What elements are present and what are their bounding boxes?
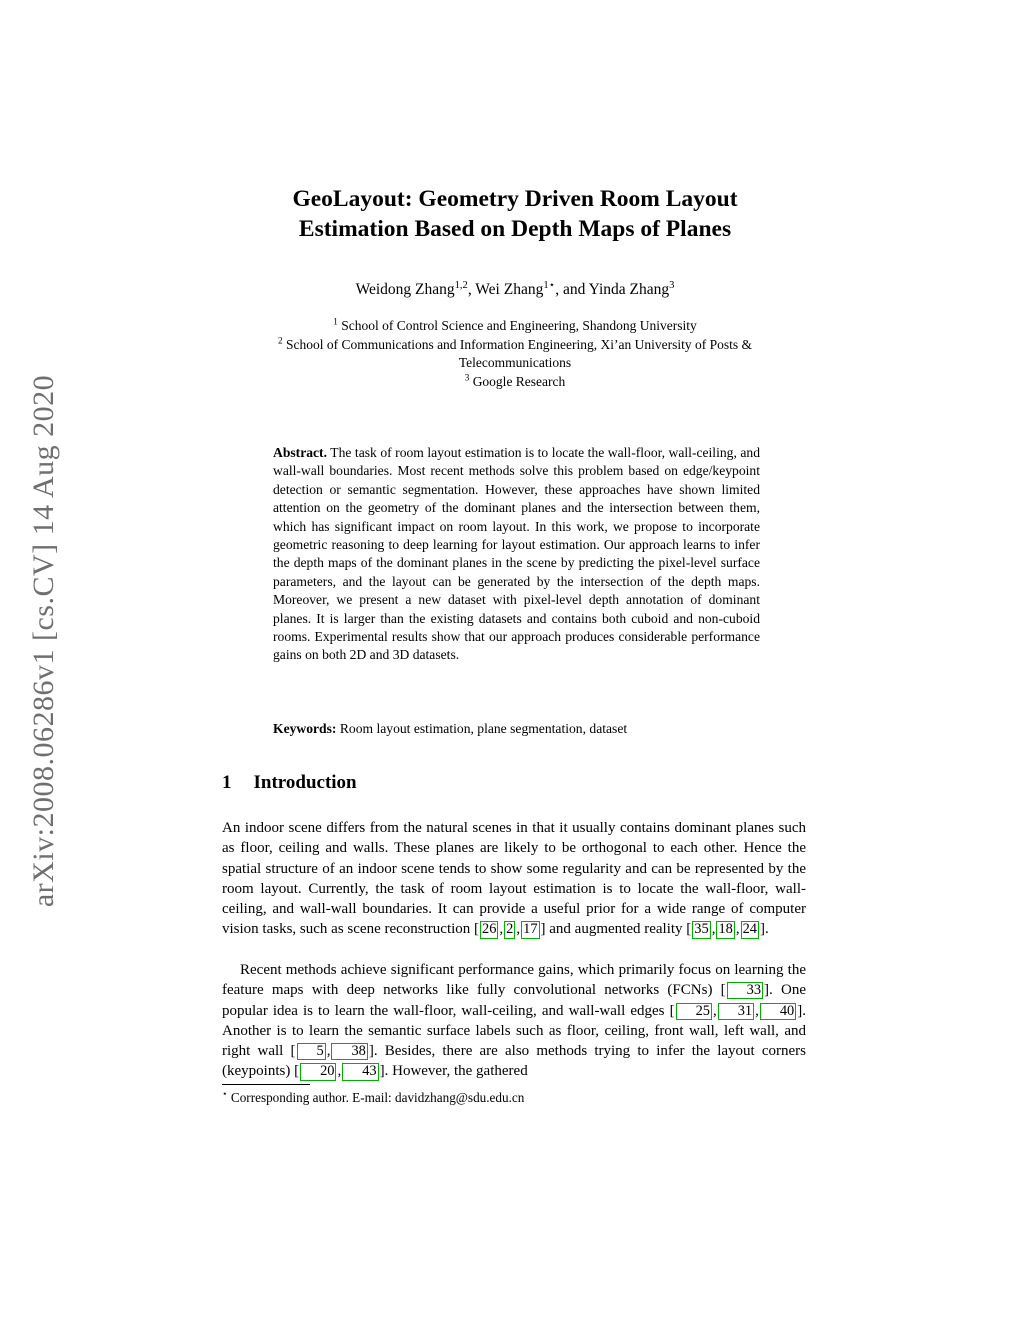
affiliation-3: $^3$ Google Research bbox=[464, 372, 566, 389]
title-line-1: GeoLayout: Geometry Driven Room Layout bbox=[292, 186, 738, 212]
citation-ref[interactable]: 35 bbox=[694, 921, 709, 938]
arxiv-watermark: arXiv:2008.06286v1 [cs.CV] 14 Aug 2020 bbox=[27, 374, 60, 908]
abstract-label: Abstract. bbox=[273, 445, 327, 460]
affiliation-2: $^2$ School of Communications and Information Engineering, Xi’an University of Posts & Telecommunications bbox=[277, 335, 753, 370]
footnote-rule bbox=[222, 1084, 310, 1085]
abstract-text: The task of room layout estimation is to locate the wall-floor, wall-ceiling, and wall-wall boundaries. Most recent methods solve this problem based on edge/keypoint detection or semantic segmentation. However, these approaches have shown limited attention on the geometry of the dominant planes and the intersection between them, which has significant impact on room layout. In this work, we propose to incorporate geometric reasoning to deep learning for layout estimation. Our approach learns to infer the depth maps of the dominant planes in the scene by predicting the pixel-level surface parameters, and the layout can be generated by the intersection of the depth maps. Moreover, we present a new dataset with pixel-level depth annotation of dominant planes. It is larger than the existing datasets and contains both cuboid and non-cuboid rooms. Experimental results show that our approach produces considerable performance gains on both 2D and 3D datasets. bbox=[273, 445, 761, 663]
authors-line: Weidong Zhang$^{1,2}$, Wei Zhang$^{1⋆}$, and Yinda Zhang$^3$ bbox=[355, 279, 675, 298]
superscript: 1 bbox=[333, 316, 338, 327]
citation-ref[interactable]: 33 bbox=[727, 982, 763, 999]
keywords-line bbox=[273, 721, 760, 737]
citation-ref[interactable]: 40 bbox=[760, 1003, 796, 1020]
citation-ref[interactable]: 38 bbox=[331, 1043, 367, 1060]
intro-paragraph-1: An indoor scene differs from the natural scenes in that it usually contains dominant planes such as floor, ceiling and walls. These planes are likely to be orthogonal to each other. Hence the spatial structure of an indoor scene tends to show some regularity and can be represented by the room layout. Currently, the task of room layout estimation is to locate the wall-floor, wall-ceiling, and wall-wall boundaries. It can provide a useful prior for a wide range of computer vision tasks, such as scene reconstruction [ 26 , 2 , 17 ] and augmented reality [ 35 , 18 , 24 ]. bbox=[222, 820, 806, 938]
footnote-text: ⋆ Corresponding author. E-mail: davidzhang@sdu.edu.cn bbox=[222, 1088, 525, 1105]
affiliations bbox=[222, 317, 808, 391]
keywords-text: Room layout estimation, plane segmentation, dataset bbox=[339, 721, 628, 736]
citation-ref[interactable]: 2 bbox=[506, 921, 514, 938]
citation-ref[interactable]: 18 bbox=[718, 921, 733, 938]
citation-ref[interactable]: 25 bbox=[676, 1003, 712, 1020]
superscript: ⋆ bbox=[222, 1088, 228, 1099]
intro-paragraph-2: Recent methods achieve significant performance gains, which primarily focus on learning the feature maps with deep networks like fully convolutional networks (FCNs) [ 33 ]. One popular idea is to learn the wall-floor, wall-ceiling, and wall-wall edges [ 25 , 31 , 40 ]. Another is to learn the semantic surface labels such as floor, ceiling, front wall, left wall, and right wall [ 5 , 38 ]. Besides, there are also methods trying to infer the layout corners (keypoints) [ 20 , 43 ]. However, the gathered bbox=[222, 962, 807, 1080]
keywords-label: Keywords: bbox=[273, 721, 337, 736]
citation-ref[interactable]: 26 bbox=[482, 921, 497, 938]
superscript: 1,2 bbox=[454, 279, 468, 291]
superscript: 2 bbox=[277, 335, 283, 345]
citation-ref[interactable]: 20 bbox=[300, 1063, 336, 1080]
section-number: 1 bbox=[222, 772, 232, 793]
superscript: 3 bbox=[669, 279, 675, 291]
superscript: 3 bbox=[464, 372, 470, 382]
title-line-2: Estimation Based on Depth Maps of Planes bbox=[298, 216, 732, 242]
section-title: Introduction bbox=[253, 772, 357, 793]
abstract bbox=[273, 444, 760, 665]
affiliation-1: $^1$ School of Control Science and Engineering, Shandong University bbox=[333, 316, 697, 333]
citation-ref[interactable]: 5 bbox=[297, 1043, 326, 1060]
citation-ref[interactable]: 17 bbox=[523, 921, 538, 938]
citation-ref[interactable]: 24 bbox=[742, 921, 757, 938]
citation-ref[interactable]: 43 bbox=[342, 1063, 378, 1080]
superscript: 1⋆ bbox=[543, 279, 556, 291]
section-heading bbox=[222, 772, 808, 794]
footnote bbox=[222, 1084, 806, 1106]
citation-ref[interactable]: 31 bbox=[718, 1003, 754, 1020]
paper-title bbox=[222, 184, 808, 244]
